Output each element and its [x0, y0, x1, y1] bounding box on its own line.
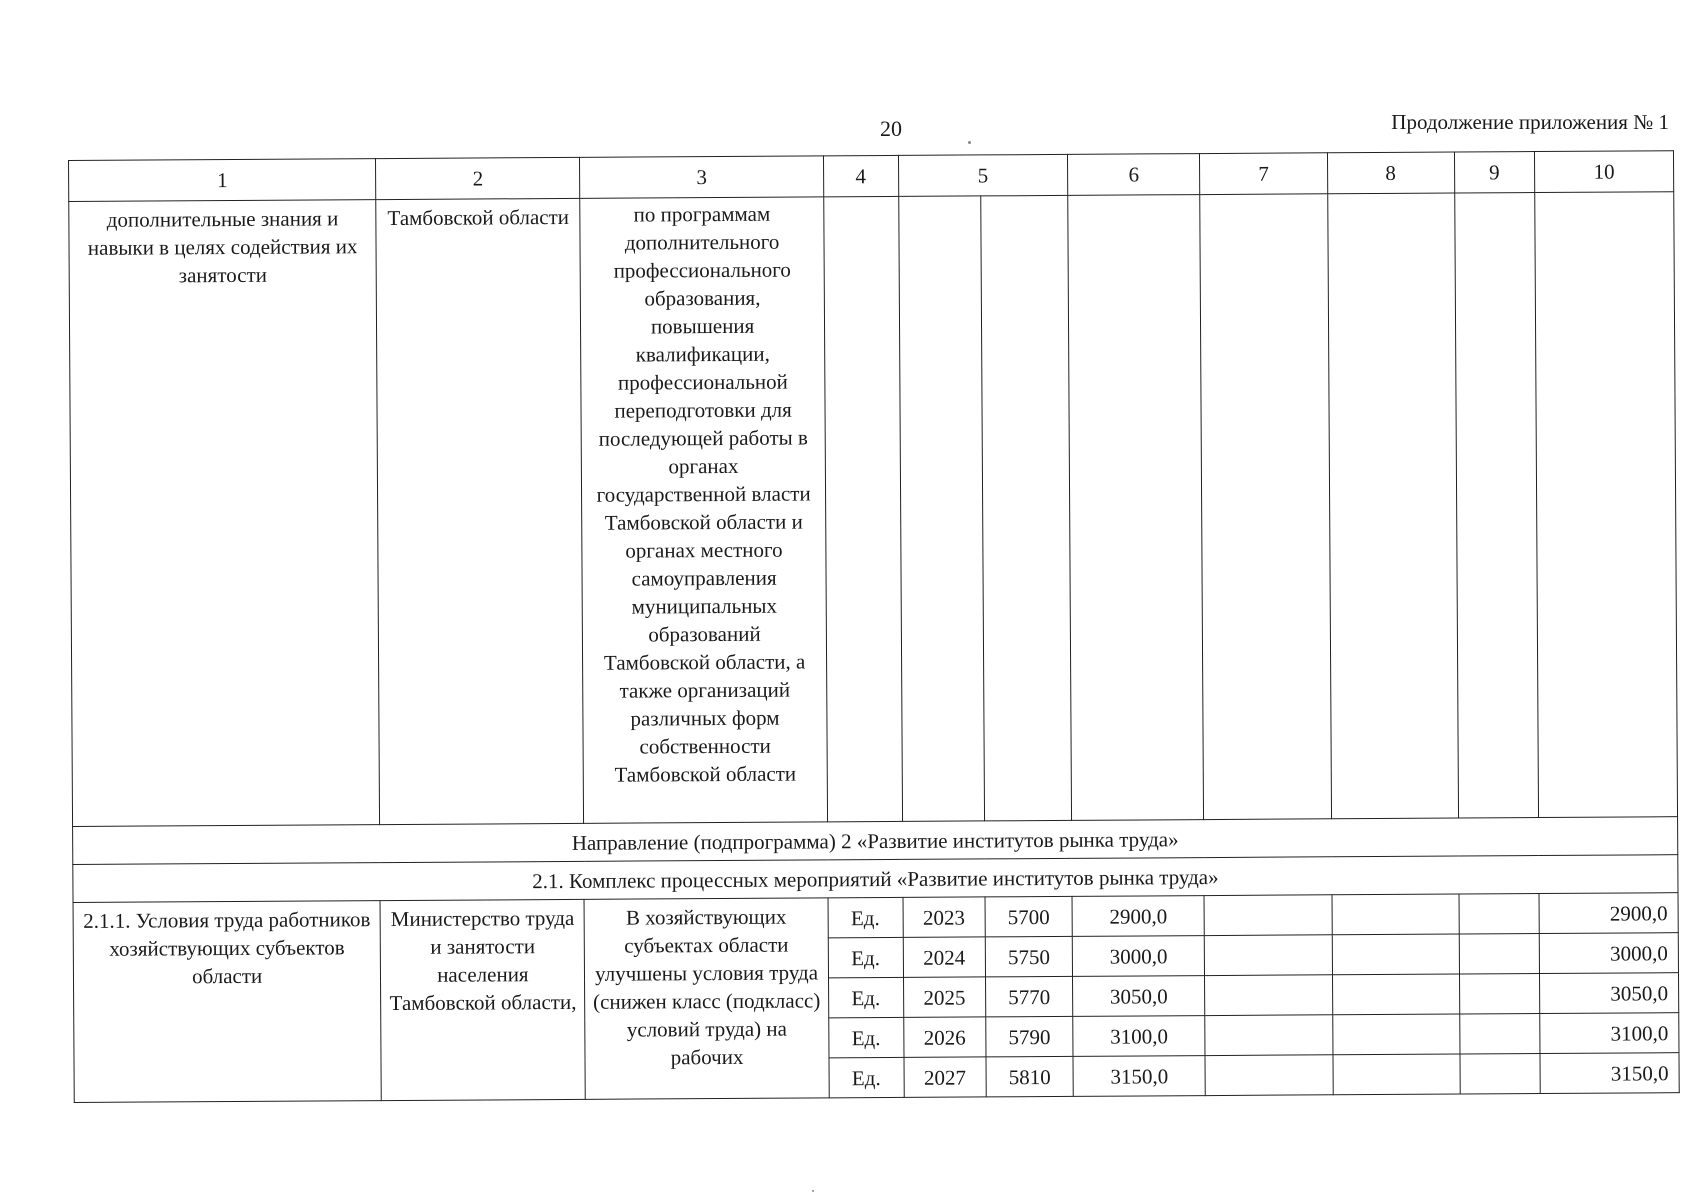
- continuation-col2: Тамбовской области: [376, 198, 584, 824]
- year-cell: 2023: [903, 897, 986, 938]
- empty-cell: [1332, 894, 1459, 935]
- empty-cell: [1332, 1054, 1459, 1095]
- unit-cell: Ед.: [828, 1017, 903, 1057]
- empty-cell: [1460, 1054, 1541, 1094]
- empty-cell: [981, 195, 1072, 821]
- year-cell: 2025: [903, 977, 986, 1018]
- col6-cell: 3100,0: [1073, 1016, 1206, 1057]
- empty-cell: [1332, 1014, 1459, 1055]
- continuation-row: [69, 192, 1678, 827]
- column-header-3: 3: [580, 156, 823, 198]
- complex-title: 2.1. Комплекс процессных мероприятий «Развитие институтов рынка труда»: [73, 855, 1678, 903]
- empty-cell: [1454, 193, 1538, 818]
- page-number: 20: [880, 116, 902, 141]
- empty-cell: [1332, 934, 1459, 975]
- column-header-9: 9: [1454, 152, 1535, 193]
- col10-cell: 2900,0: [1539, 893, 1678, 934]
- col10-cell: 3100,0: [1540, 1013, 1679, 1054]
- value-cell: 5810: [986, 1056, 1073, 1097]
- empty-cell: [1459, 894, 1540, 934]
- unit-cell: Ед.: [828, 897, 903, 937]
- empty-cell: [1459, 934, 1540, 974]
- empty-cell: [1332, 974, 1459, 1015]
- item-result: В хозяйствующих субъектах области улучшены условия труда (снижен класс (подкласс) условий труда) на рабочих: [584, 898, 828, 1099]
- column-header-6: 6: [1067, 154, 1200, 196]
- col6-cell: 2900,0: [1072, 896, 1205, 937]
- column-header-10: 10: [1534, 151, 1673, 193]
- empty-cell: [1205, 975, 1332, 1016]
- col6-cell: 3050,0: [1072, 976, 1205, 1017]
- empty-cell: [1205, 1055, 1332, 1096]
- col10-cell: 3000,0: [1539, 933, 1678, 974]
- empty-cell: [1459, 1014, 1540, 1054]
- item-responsible: Министерство труда и занятости населения Тамбовской области,: [380, 899, 585, 1100]
- column-header-1: 1: [69, 159, 377, 202]
- year-cell: 2027: [904, 1057, 987, 1098]
- appendix-continuation-note: Продолжение приложения № 1: [1391, 110, 1669, 134]
- column-header-8: 8: [1327, 152, 1454, 194]
- direction-title: Направление (подпрограмма) 2 «Развитие институтов рынка труда»: [73, 817, 1678, 865]
- empty-cell: [1327, 193, 1458, 819]
- year-cell: 2024: [903, 937, 986, 978]
- column-header-5: 5: [898, 154, 1068, 196]
- value-cell: 5700: [985, 896, 1072, 937]
- empty-cell: [1205, 935, 1332, 976]
- value-cell: 5750: [985, 936, 1072, 977]
- col6-cell: 3150,0: [1073, 1056, 1206, 1097]
- empty-cell: [1068, 195, 1204, 821]
- value-cell: 5790: [986, 1016, 1073, 1057]
- continuation-col3: по программам дополнительного профессионального образования, повышения квалификации, профессиональной переподготовки для последующей работы в органах государственной власти Тамбовской области и органах местного самоуправления муниципальных образований Тамбовской области, а также организаций различных форм собственности Тамбовской области: [580, 197, 827, 823]
- col10-cell: 3050,0: [1539, 973, 1678, 1014]
- empty-cell: [1200, 194, 1331, 820]
- continuation-col1: дополнительные знания и навыки в целях содействия их занятости: [69, 200, 380, 827]
- column-header-7: 7: [1200, 153, 1327, 195]
- empty-cell: [1459, 974, 1540, 1014]
- col6-cell: 3000,0: [1072, 936, 1205, 977]
- unit-cell: Ед.: [828, 937, 903, 977]
- empty-cell: [1535, 192, 1678, 818]
- column-header-4: 4: [823, 155, 898, 196]
- unit-cell: Ед.: [828, 977, 903, 1017]
- empty-cell: [823, 196, 902, 821]
- item-title: 2.1.1. Условия труда работников хозяйствующих субъектов области: [73, 901, 382, 1103]
- value-cell: 5770: [986, 976, 1073, 1017]
- column-header-2: 2: [376, 157, 580, 199]
- empty-cell: [898, 196, 984, 821]
- year-cell: 2026: [903, 1017, 986, 1058]
- empty-cell: [1204, 895, 1331, 936]
- col10-cell: 3150,0: [1540, 1053, 1679, 1094]
- scan-speck: [968, 141, 971, 144]
- empty-cell: [1205, 1015, 1332, 1056]
- unit-cell: Ед.: [829, 1057, 904, 1097]
- program-table: [68, 150, 1680, 1103]
- scan-speck: [812, 1190, 814, 1192]
